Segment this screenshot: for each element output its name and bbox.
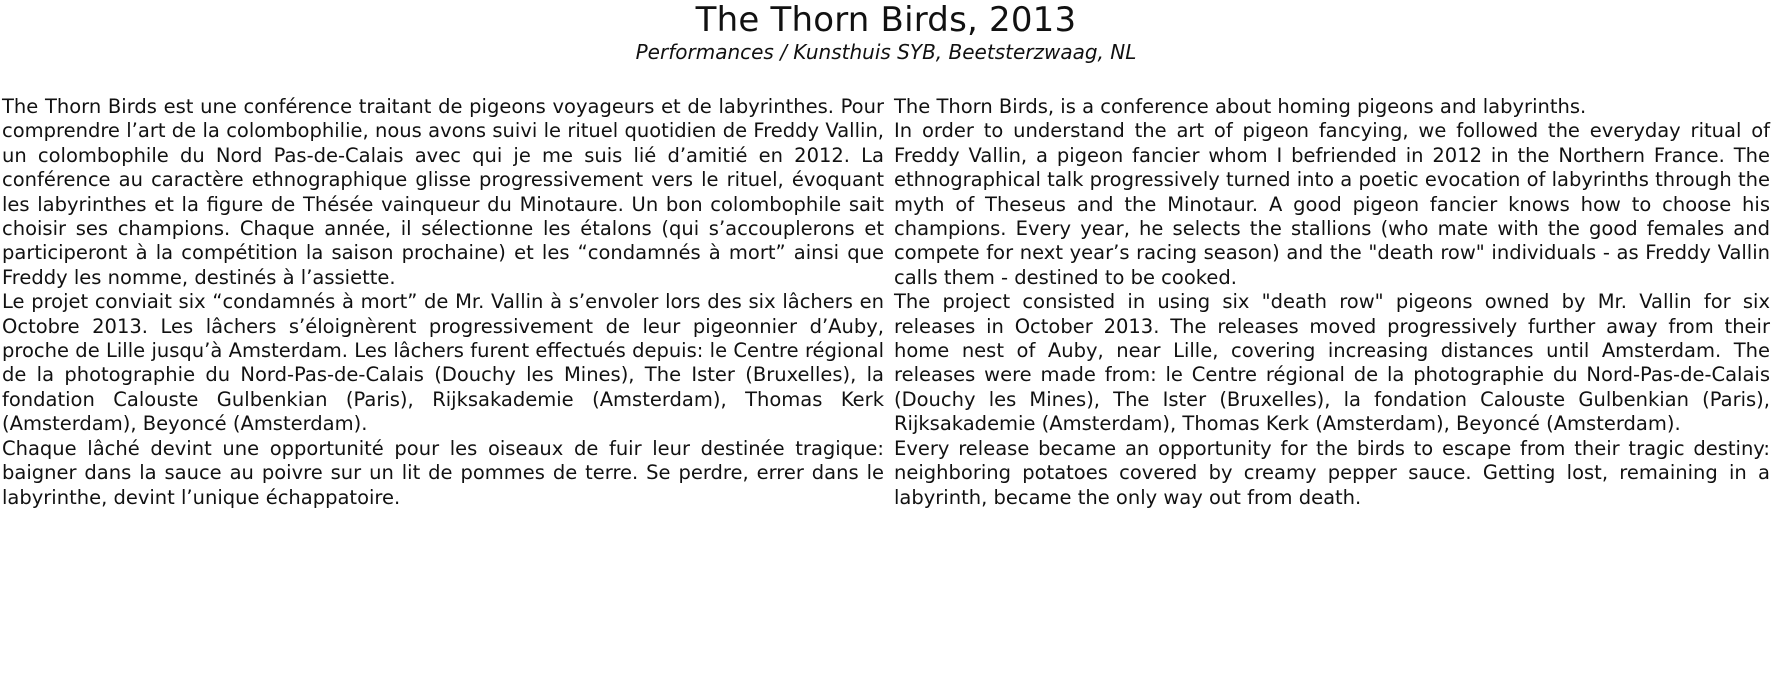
- french-paragraph: Le projet conviait six “condamnés à mort” de Mr. Vallin à s’envoler lors des six lâchers en Octobre 2013. Les lâchers s’éloignèrent progressivement de leur pigeonnier d’Auby, proche de Lille jusqu’à Amsterdam. Les lâchers furent effectués depuis: le Centre régional de la photographie du Nord-Pas-de-Calais (Douchy les Mines), The Ister (Bruxelles), la fondation Calouste Gulbenkian (Paris), Rijksakademie (Amsterdam), Thomas Kerk (Amsterdam), Beyoncé (Amsterdam).: [2, 290, 884, 436]
- english-paragraph: In order to understand the art of pigeon fancying, we followed the everyday ritual of Freddy Vallin, a pigeon fancier whom I befriended in 2012 in the Northern France. The ethnographical talk progressively turned into a poetic evocation of labyrinths through the myth of Theseus and the Minotaur. A good pigeon fancier knows how to choose his champions. Every year, he selects the stallions (who mate with the good females and compete for next year’s racing season) and the "death row" individuals - as Freddy Vallin calls them - destined to be cooked.: [894, 119, 1770, 289]
- text-columns: [2, 95, 1770, 510]
- french-column: [2, 95, 884, 510]
- french-paragraph: The Thorn Birds est une conférence traitant de pigeons voyageurs et de labyrinthes. Pour comprendre l’art de la colombophilie, nous avons suivi le rituel quotidien de Freddy Vallin, un colombophile du Nord Pas-de-Calais avec qui je me suis lié d’amitié en 2012. La conférence au caractère ethnographique glisse progressivement vers le rituel, évoquant les labyrinthes et la figure de Thésée vainqueur du Minotaure. Un bon colombophile sait choisir ses champions. Chaque année, il sélectionne les étalons (qui s’accouplerons et participeront à la compétition la saison prochaine) et les “condamnés à mort” ainsi que Freddy les nomme, destinés à l’assiette.: [2, 95, 884, 289]
- french-paragraph: Chaque lâché devint une opportunité pour les oiseaux de fuir leur destinée tragique: baigner dans la sauce au poivre sur un lit de pommes de terre. Se perdre, errer dans le labyrinthe, devint l’unique échappatoire.: [2, 436, 884, 509]
- page-title: The Thorn Birds, 2013: [695, 0, 1077, 40]
- english-paragraph: The project consisted in using six "death row" pigeons owned by Mr. Vallin for six releases in October 2013. The releases moved progressively further away from their home nest of Auby, near Lille, covering increasing distances until Amsterdam. The releases were made from: le Centre régional de la photographie du Nord-Pas-de-Calais (Douchy les Mines), The Ister (Bruxelles), la fondation Calouste Gulbenkian (Paris), Rijksakademie (Amsterdam), Thomas Kerk (Amsterdam), Beyoncé (Amsterdam).: [894, 290, 1770, 436]
- page-subtitle: Performances / Kunsthuis SYB, Beetsterzwaag, NL: [635, 40, 1137, 64]
- english-column: [894, 95, 1770, 510]
- english-paragraph: Every release became an opportunity for the birds to escape from their tragic destiny: neighboring potatoes covered by creamy pepper sauce. Getting lost, remaining in a labyrinth, became the only way out from death.: [894, 436, 1770, 509]
- english-paragraph: The Thorn Birds, is a conference about homing pigeons and labyrinths.: [894, 95, 1587, 118]
- page-header: [0, 0, 1772, 64]
